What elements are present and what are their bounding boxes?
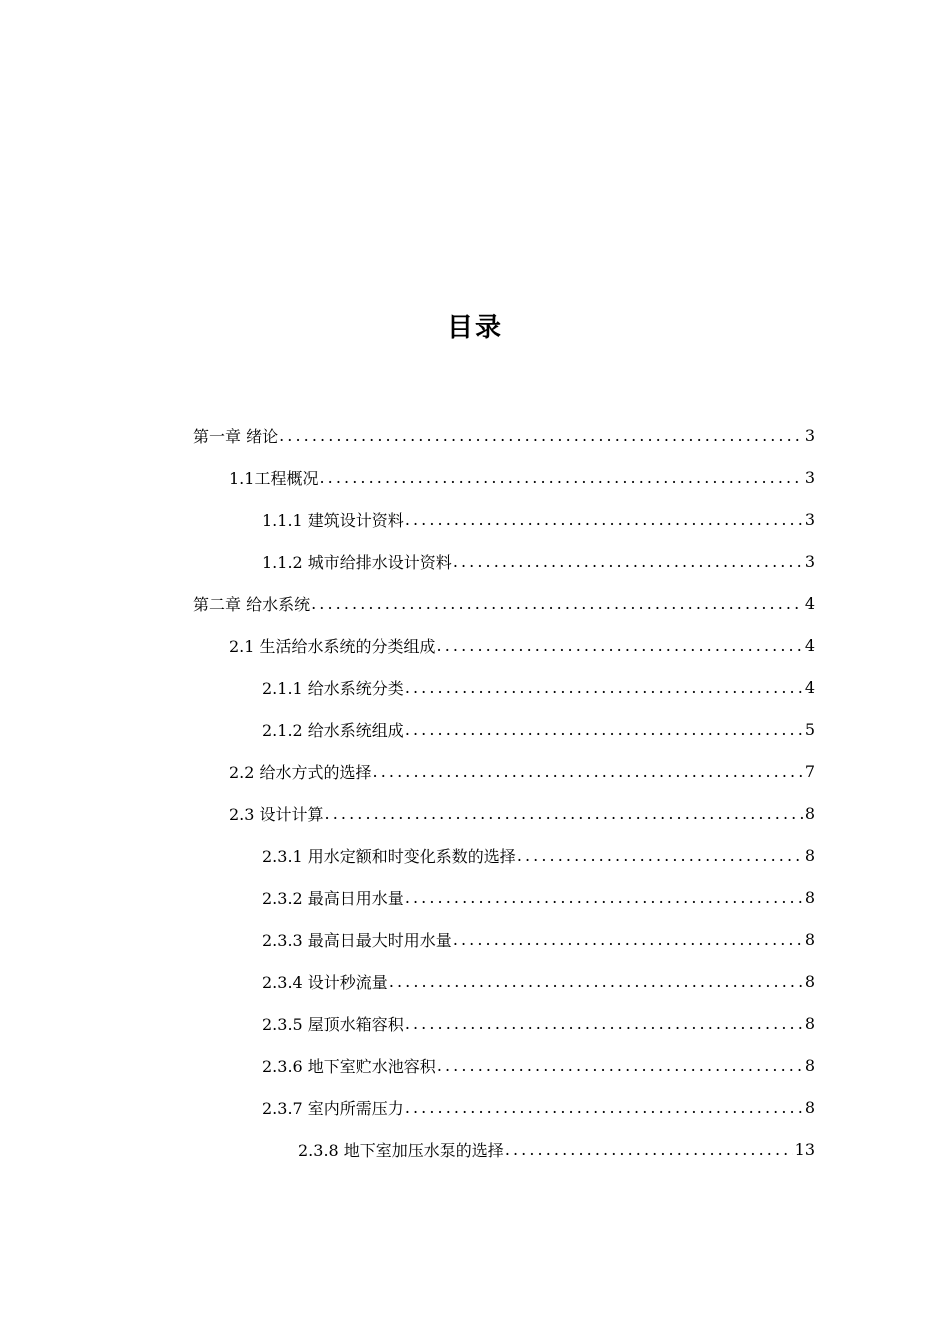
toc-page-number: 8 — [804, 1055, 815, 1075]
toc-dot-leader — [279, 426, 803, 445]
toc-entry[interactable] — [262, 960, 815, 1002]
toc-entry-label: 2.1.1 给水系统分类 — [262, 678, 404, 698]
toc-entry-label: 1.1工程概况 — [229, 468, 319, 488]
toc-page-number: 8 — [804, 845, 815, 865]
toc-page-number: 3 — [804, 467, 815, 487]
toc-page-number: 3 — [804, 551, 815, 571]
page-title: 目录 — [446, 313, 503, 343]
toc-entry-label: 2.3.1 用水定额和时变化系数的选择 — [262, 846, 516, 866]
toc-entry-label: 第二章 给水系统 — [193, 594, 311, 614]
toc-entry[interactable] — [229, 456, 815, 498]
toc-dot-leader — [373, 762, 803, 781]
toc-entry[interactable] — [262, 876, 815, 918]
toc-dot-leader — [389, 972, 803, 991]
toc-entry-label: 2.3.8 地下室加压水泵的选择 — [298, 1140, 504, 1160]
toc-dot-leader — [405, 678, 803, 697]
toc-entry[interactable] — [298, 1128, 815, 1170]
toc-dot-leader — [517, 846, 803, 865]
toc-entry-label: 2.1.2 给水系统组成 — [262, 720, 404, 740]
toc-entry-label: 2.3.2 最高日用水量 — [262, 888, 404, 908]
toc-page-number: 8 — [804, 887, 815, 907]
toc-entry-label: 2.3.5 屋顶水箱容积 — [262, 1014, 404, 1034]
toc-dot-leader — [405, 1014, 803, 1033]
toc-entry[interactable] — [229, 750, 815, 792]
toc-page-number: 8 — [804, 1013, 815, 1033]
toc-entry[interactable] — [229, 792, 815, 834]
toc-entry-label: 2.3.3 最高日最大时用水量 — [262, 930, 452, 950]
toc-dot-leader — [437, 1056, 803, 1075]
toc-dot-leader — [405, 888, 803, 907]
toc-entry[interactable] — [262, 498, 815, 540]
toc-entry-label: 1.1.2 城市给排水设计资料 — [262, 552, 452, 572]
toc-page-number: 4 — [804, 635, 815, 655]
toc-entry-label: 第一章 绪论 — [193, 426, 279, 446]
toc-dot-leader — [453, 552, 803, 571]
toc-page-number: 13 — [794, 1139, 815, 1159]
toc-dot-leader — [453, 930, 803, 949]
toc-entry[interactable] — [262, 708, 815, 750]
toc-dot-leader — [405, 1098, 803, 1117]
toc-dot-leader — [437, 636, 803, 655]
toc-entry[interactable] — [262, 1002, 815, 1044]
toc-page-number: 4 — [804, 593, 815, 613]
toc-entry-label: 2.3.6 地下室贮水池容积 — [262, 1056, 436, 1076]
toc-page-number: 8 — [804, 971, 815, 991]
toc-entry-label: 2.3 设计计算 — [229, 804, 324, 824]
toc-page-number: 5 — [804, 719, 815, 739]
toc-entry[interactable] — [262, 1086, 815, 1128]
toc-entry[interactable] — [262, 540, 815, 582]
toc-page-number: 7 — [804, 761, 815, 781]
toc-dot-leader — [325, 804, 803, 823]
toc-entry[interactable] — [262, 918, 815, 960]
toc-page-number: 8 — [804, 1097, 815, 1117]
toc-entry[interactable] — [193, 582, 815, 624]
toc-entry[interactable] — [262, 1044, 815, 1086]
toc-entry-label: 2.3.7 室内所需压力 — [262, 1098, 404, 1118]
toc-page-number: 8 — [804, 803, 815, 823]
toc-page-number: 3 — [804, 509, 815, 529]
toc-entry-label: 1.1.1 建筑设计资料 — [262, 510, 404, 530]
toc-entry-label: 2.3.4 设计秒流量 — [262, 972, 388, 992]
toc-entry[interactable] — [193, 414, 815, 456]
toc-entry-label: 2.2 给水方式的选择 — [229, 762, 372, 782]
toc-dot-leader — [405, 720, 803, 739]
toc-dot-leader — [311, 594, 803, 613]
toc-dot-leader — [505, 1140, 793, 1159]
toc-dot-leader — [319, 468, 802, 487]
toc-page-number: 4 — [804, 677, 815, 697]
toc-entry-label: 2.1 生活给水系统的分类组成 — [229, 636, 436, 656]
toc-entry[interactable] — [262, 666, 815, 708]
toc-page-number: 3 — [804, 425, 815, 445]
toc-page-number: 8 — [804, 929, 815, 949]
toc-dot-leader — [405, 510, 803, 529]
toc-entry[interactable] — [229, 624, 815, 666]
toc-entry[interactable] — [262, 834, 815, 876]
